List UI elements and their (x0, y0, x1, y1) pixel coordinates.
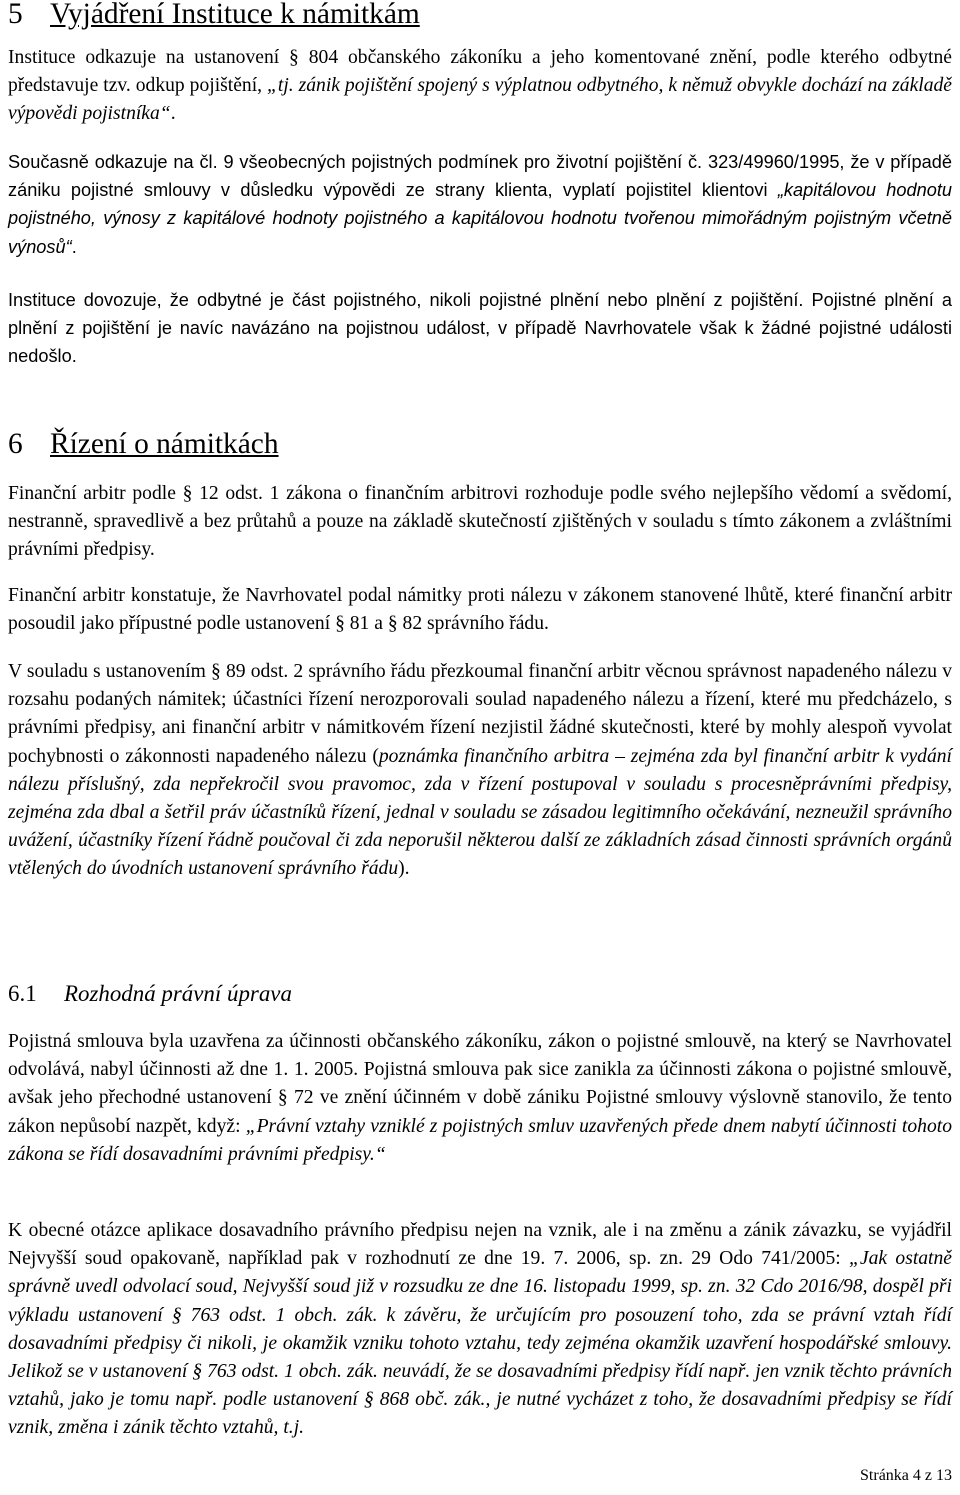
paragraph-text: . (71, 236, 77, 257)
paragraph-text: ). (398, 858, 410, 880)
paragraph-text: K obecné otázce aplikace dosavadního právního předpisu nejen na vznik, ale i na změnu a zánik závazku, se vyjádřil Nejvyšší soud opakovaně, například pak v rozhodnutí ze dne 19. 7. 2006, sp. zn. 29 Odo 741/2005: (8, 1220, 952, 1270)
section-title: Rozhodná právní úprava (64, 981, 292, 1006)
section-title: Vyjádření Instituce k námitkám (50, 0, 420, 30)
section-5-heading (8, 0, 420, 28)
quote-text: „Právní vztahy vzniklé z pojistných smluv uzavřených přede dnem nabytí účinnosti tohoto zákona se řídí dosavadními právními předpisy.“ (8, 1115, 953, 1165)
quote-text: „Jak ostatně správně uvedl odvolací soud, Nejvyšší soud již v rozsudku ze dne 16. listopadu 1999, sp. zn. 32 Cdo 2016/98, dospěl při výkladu ustanovení § 763 odst. 1 obch. zák. k závěru, že určujícím pro posouzení toho, zda se právní vztah řídí dosavadními předpisy či nikoli, je okamžik vzniku tohoto vztahu, tedy zejména okamžik uzavření hospodářské smlouvy. Jelikož se v ustanovení § 763 odst. 1 obch. zák. neuvádí, že se dosavadními předpisy řídí např. jen vznik těchto právních vztahů, jako je tomu např. podle ustanovení § 868 obč. zák., je nutné vycházet z toho, že dosavadními předpisy se řídí vznik, změna i zánik těchto vztahů, t.j. (8, 1248, 952, 1439)
quote-text: „tj. zánik pojištění spojený s výplatnou odbytného, k němuž obvykle dochází na základě výpovědi pojistníka“ (8, 75, 953, 125)
paragraph-text: Instituce odkazuje na ustanovení § 804 občanského zákoníku a jeho komentované znění, podle kterého odbytné představuje tzv. odkup pojištění, (8, 47, 952, 97)
paragraph (8, 1217, 952, 1443)
section-6-heading (8, 430, 279, 458)
paragraph (8, 480, 952, 565)
paragraph (8, 1028, 952, 1169)
paragraph (8, 148, 952, 261)
section-number: 6 (8, 428, 23, 460)
paragraph (8, 658, 952, 884)
section-title: Řízení o námitkách (50, 428, 279, 460)
note-text: poznámka finančního arbitra – zejména zda byl finanční arbitr k vydání nálezu příslušný, zda nepřekročil svou pravomoc, zda v řízení postupoval v souladu s procesněprávními předpisy, zejména zda dbal a šetřil práv účastníků řízení, jednal v souladu se zásadou legitimního očekávání, nezneužil správního uvážení, účastníky řízení řádně poučoval či zda neporušil některou další ze základních zásad činnosti správních orgánů vtělených do úvodních ustanovení správního řádu (8, 745, 953, 880)
paragraph (8, 286, 952, 371)
page-number: Stránka 4 z 13 (860, 1467, 952, 1484)
section-6-1-heading (8, 980, 292, 1008)
paragraph-text: Finanční arbitr podle § 12 odst. 1 zákona o finančním arbitrovi rozhoduje podle svého nejlepšího vědomí a svědomí, nestranně, spravedlivě a bez průtahů a pouze na základě skutečností zjištěných v souladu s tímto zákonem a zvláštními právními předpisy. (8, 483, 952, 561)
section-number: 6.1 (8, 981, 37, 1006)
paragraph (8, 44, 952, 129)
paragraph-text: Současně odkazuje na čl. 9 všeobecných pojistných podmínek pro životní pojištění č. 323/49960/1995, že v případě zániku pojistné smlouvy v důsledku výpovědi ze strany klienta, vyplatí pojistitel klientovi (8, 152, 952, 201)
quote-text: „kapitálovou hodnotu pojistného, výnosy z kapitálové hodnoty pojistného a kapitálovou hodnotu tvořenou mimořádným pojistným včetně výnosů“ (8, 180, 952, 257)
document-page (8, 0, 952, 1495)
paragraph (8, 582, 952, 638)
paragraph-text: Pojistná smlouva byla uzavřena za účinnosti občanského zákoníku, zákon o pojistné smlouvě, na který se Navrhovatel odvolává, nabyl účinnosti až dne 1. 1. 2005. Pojistná smlouva pak sice zanikla za účinnosti zákona o pojistné smlouvě, avšak jeho přechodné ustanovení § 72 ve znění účinném v době zániku Pojistné smlouvy výslovně stanovilo, že tento zákon nepůsobí nazpět, když: (8, 1031, 952, 1137)
paragraph-text: V souladu s ustanovením § 89 odst. 2 správního řádu přezkoumal finanční arbitr věcnou správnost napadeného nálezu v rozsahu podaných námitek; účastníci řízení nerozporovali soulad napadeného nálezu a řízení, které mu předcházelo, s právními předpisy, ani finanční arbitr v námitkovém řízení nezjistil žádné skutečnosti, které by mohly alespoň vyvolat pochybnosti o zákonnosti napadeného nálezu ( (8, 661, 952, 767)
paragraph-text: . (170, 103, 176, 125)
paragraph-text: Instituce dovozuje, že odbytné je část pojistného, nikoli pojistné plnění nebo plnění z pojištění. Pojistné plnění a plnění z pojištění je navíc navázáno na pojistnou událost, v případě Navrhovatele však k žádné pojistné události nedošlo. (8, 290, 952, 367)
section-number: 5 (8, 0, 23, 30)
paragraph-text: Finanční arbitr konstatuje, že Navrhovatel podal námitky proti nálezu v zákonem stanovené lhůtě, které finanční arbitr posoudil jako přípustné podle ustanovení § 81 a § 82 správního řádu. (8, 585, 952, 635)
